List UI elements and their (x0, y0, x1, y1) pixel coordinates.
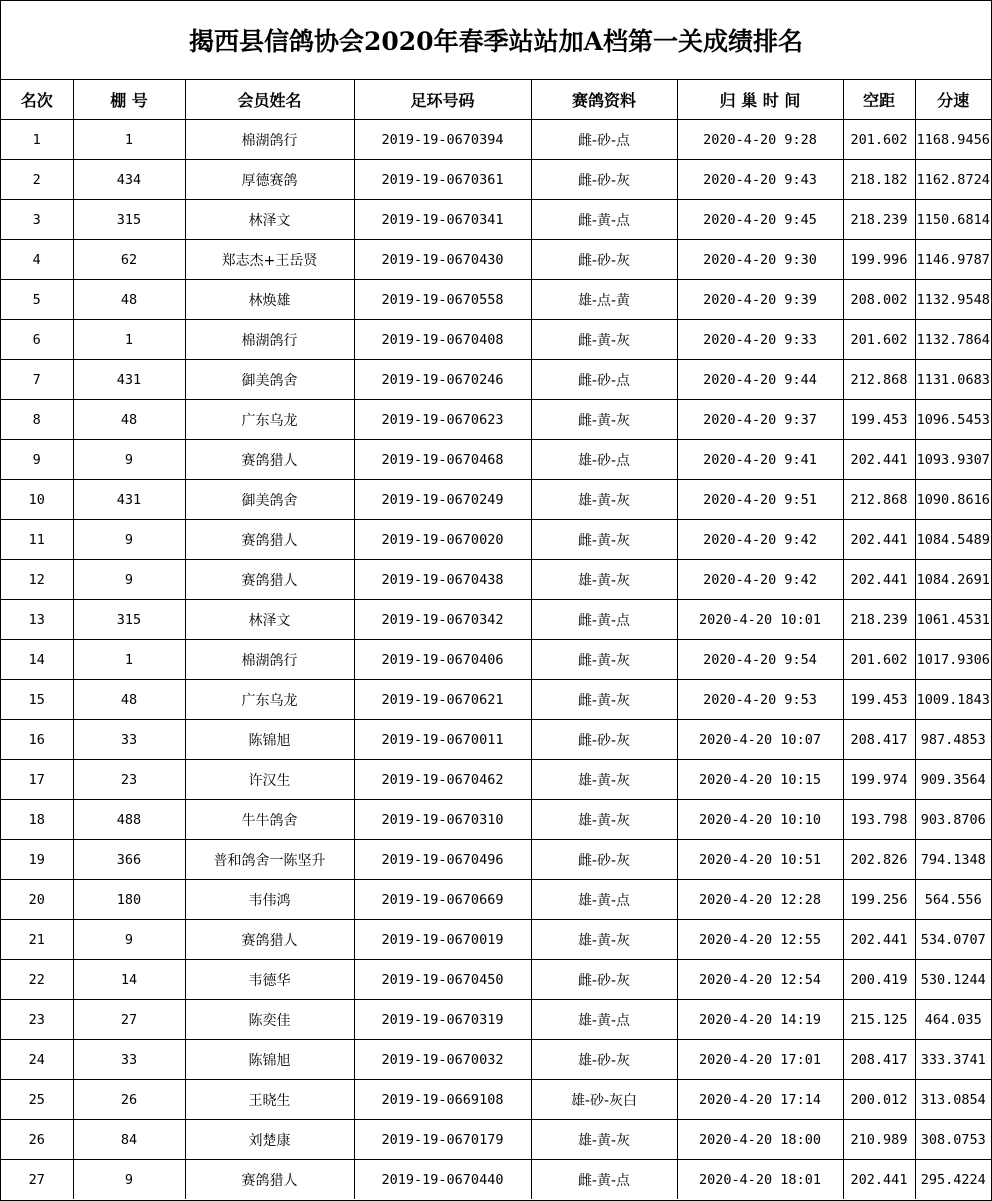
speed-cell: 909.3564 (915, 760, 991, 800)
member-name-cell: 棉湖鸽行 (185, 640, 354, 680)
return-time-cell: 2020-4-20 12:55 (677, 920, 843, 960)
distance-cell: 202.441 (843, 520, 915, 560)
distance-cell: 208.417 (843, 720, 915, 760)
ring-number-cell: 2019-19-0670246 (354, 360, 531, 400)
pigeon-info-cell: 雌-黄-灰 (531, 400, 677, 440)
return-time-cell: 2020-4-20 9:37 (677, 400, 843, 440)
rank-cell: 18 (1, 800, 73, 840)
loft-number-cell: 14 (73, 960, 185, 1000)
ring-number-cell: 2019-19-0670408 (354, 320, 531, 360)
return-time-cell: 2020-4-20 9:43 (677, 160, 843, 200)
member-name-cell: 牛牛鸽舍 (185, 800, 354, 840)
pigeon-info-cell: 雌-砂-灰 (531, 160, 677, 200)
return-time-cell: 2020-4-20 9:51 (677, 480, 843, 520)
table-row (1, 720, 991, 760)
loft-number-cell: 9 (73, 1160, 185, 1200)
speed-cell: 1150.6814 (915, 200, 991, 240)
member-name-cell: 赛鸽猎人 (185, 440, 354, 480)
loft-number-cell: 1 (73, 320, 185, 360)
return-time-cell: 2020-4-20 9:39 (677, 280, 843, 320)
pigeon-info-cell: 雌-黄-灰 (531, 320, 677, 360)
member-name-cell: 刘楚康 (185, 1120, 354, 1160)
distance-cell: 199.453 (843, 400, 915, 440)
pigeon-info-cell: 雄-黄-点 (531, 1000, 677, 1040)
loft-number-cell: 33 (73, 720, 185, 760)
col-header-ring-number: 足环号码 (354, 80, 531, 120)
table-row (1, 1120, 991, 1160)
table-row (1, 840, 991, 880)
pigeon-info-cell: 雄-黄-灰 (531, 480, 677, 520)
return-time-cell: 2020-4-20 10:07 (677, 720, 843, 760)
speed-cell: 1061.4531 (915, 600, 991, 640)
rank-cell: 11 (1, 520, 73, 560)
member-name-cell: 许汉生 (185, 760, 354, 800)
ring-number-cell: 2019-19-0670019 (354, 920, 531, 960)
member-name-cell: 陈奕佳 (185, 1000, 354, 1040)
ring-number-cell: 2019-19-0670468 (354, 440, 531, 480)
member-name-cell: 陈锦旭 (185, 720, 354, 760)
table-row (1, 680, 991, 720)
member-name-cell: 郑志杰+王岳贤 (185, 240, 354, 280)
table-row (1, 200, 991, 240)
return-time-cell: 2020-4-20 9:28 (677, 120, 843, 160)
distance-cell: 218.182 (843, 160, 915, 200)
speed-cell: 530.1244 (915, 960, 991, 1000)
speed-cell: 1009.1843 (915, 680, 991, 720)
pigeon-info-cell: 雄-黄-灰 (531, 920, 677, 960)
speed-cell: 1162.8724 (915, 160, 991, 200)
rank-cell: 3 (1, 200, 73, 240)
ring-number-cell: 2019-19-0670341 (354, 200, 531, 240)
speed-cell: 1084.2691 (915, 560, 991, 600)
return-time-cell: 2020-4-20 12:54 (677, 960, 843, 1000)
return-time-cell: 2020-4-20 10:51 (677, 840, 843, 880)
return-time-cell: 2020-4-20 18:01 (677, 1160, 843, 1200)
pigeon-info-cell: 雄-砂-灰白 (531, 1080, 677, 1120)
pigeon-info-cell: 雌-黄-点 (531, 200, 677, 240)
distance-cell: 199.453 (843, 680, 915, 720)
table-row (1, 560, 991, 600)
pigeon-info-cell: 雌-砂-点 (531, 360, 677, 400)
ring-number-cell: 2019-19-0670440 (354, 1160, 531, 1200)
member-name-cell: 御美鸽舍 (185, 360, 354, 400)
ring-number-cell: 2019-19-0670310 (354, 800, 531, 840)
table-row (1, 760, 991, 800)
return-time-cell: 2020-4-20 17:01 (677, 1040, 843, 1080)
distance-cell: 202.441 (843, 440, 915, 480)
ring-number-cell: 2019-19-0670179 (354, 1120, 531, 1160)
pigeon-info-cell: 雄-黄-点 (531, 880, 677, 920)
distance-cell: 218.239 (843, 600, 915, 640)
loft-number-cell: 48 (73, 280, 185, 320)
loft-number-cell: 26 (73, 1080, 185, 1120)
speed-cell: 1146.9787 (915, 240, 991, 280)
ring-number-cell: 2019-19-0670020 (354, 520, 531, 560)
results-table (1, 80, 991, 1199)
return-time-cell: 2020-4-20 12:28 (677, 880, 843, 920)
rank-cell: 24 (1, 1040, 73, 1080)
speed-cell: 1017.9306 (915, 640, 991, 680)
table-row (1, 160, 991, 200)
table-row (1, 400, 991, 440)
loft-number-cell: 366 (73, 840, 185, 880)
col-header-rank: 名次 (1, 80, 73, 120)
return-time-cell: 2020-4-20 18:00 (677, 1120, 843, 1160)
speed-cell: 903.8706 (915, 800, 991, 840)
distance-cell: 202.441 (843, 560, 915, 600)
rank-cell: 17 (1, 760, 73, 800)
member-name-cell: 韦伟鸿 (185, 880, 354, 920)
loft-number-cell: 488 (73, 800, 185, 840)
distance-cell: 199.996 (843, 240, 915, 280)
loft-number-cell: 434 (73, 160, 185, 200)
rank-cell: 10 (1, 480, 73, 520)
loft-number-cell: 23 (73, 760, 185, 800)
pigeon-info-cell: 雄-砂-点 (531, 440, 677, 480)
col-header-loft-number: 棚 号 (73, 80, 185, 120)
pigeon-info-cell: 雌-黄-点 (531, 1160, 677, 1200)
table-row (1, 320, 991, 360)
ring-number-cell: 2019-19-0670394 (354, 120, 531, 160)
pigeon-info-cell: 雌-砂-灰 (531, 840, 677, 880)
member-name-cell: 王晓生 (185, 1080, 354, 1120)
distance-cell: 201.602 (843, 120, 915, 160)
return-time-cell: 2020-4-20 9:30 (677, 240, 843, 280)
return-time-cell: 2020-4-20 14:19 (677, 1000, 843, 1040)
speed-cell: 564.556 (915, 880, 991, 920)
results-body (1, 120, 991, 1200)
table-row (1, 480, 991, 520)
distance-cell: 202.441 (843, 1160, 915, 1200)
rank-cell: 12 (1, 560, 73, 600)
distance-cell: 201.602 (843, 640, 915, 680)
distance-cell: 210.989 (843, 1120, 915, 1160)
distance-cell: 199.256 (843, 880, 915, 920)
rank-cell: 21 (1, 920, 73, 960)
member-name-cell: 赛鸽猎人 (185, 560, 354, 600)
pigeon-info-cell: 雌-砂-灰 (531, 720, 677, 760)
speed-cell: 1093.9307 (915, 440, 991, 480)
speed-cell: 308.0753 (915, 1120, 991, 1160)
table-row (1, 1160, 991, 1200)
loft-number-cell: 9 (73, 920, 185, 960)
page-title: 揭西县信鸽协会2020年春季站站加A档第一关成绩排名 (1, 0, 991, 80)
return-time-cell: 2020-4-20 9:44 (677, 360, 843, 400)
table-row (1, 120, 991, 160)
rank-cell: 8 (1, 400, 73, 440)
return-time-cell: 2020-4-20 9:53 (677, 680, 843, 720)
member-name-cell: 韦德华 (185, 960, 354, 1000)
rank-cell: 9 (1, 440, 73, 480)
rank-cell: 27 (1, 1160, 73, 1200)
speed-cell: 1096.5453 (915, 400, 991, 440)
member-name-cell: 林泽文 (185, 600, 354, 640)
rank-cell: 23 (1, 1000, 73, 1040)
table-row (1, 360, 991, 400)
rank-cell: 16 (1, 720, 73, 760)
table-row (1, 640, 991, 680)
loft-number-cell: 431 (73, 480, 185, 520)
loft-number-cell: 180 (73, 880, 185, 920)
distance-cell: 202.826 (843, 840, 915, 880)
ring-number-cell: 2019-19-0670558 (354, 280, 531, 320)
rank-cell: 20 (1, 880, 73, 920)
ring-number-cell: 2019-19-0670450 (354, 960, 531, 1000)
pigeon-info-cell: 雌-砂-点 (531, 120, 677, 160)
table-row (1, 920, 991, 960)
ring-number-cell: 2019-19-0670249 (354, 480, 531, 520)
distance-cell: 202.441 (843, 920, 915, 960)
speed-cell: 1131.0683 (915, 360, 991, 400)
rank-cell: 22 (1, 960, 73, 1000)
rank-cell: 25 (1, 1080, 73, 1120)
table-row (1, 960, 991, 1000)
distance-cell: 200.012 (843, 1080, 915, 1120)
ring-number-cell: 2019-19-0670032 (354, 1040, 531, 1080)
rank-cell: 19 (1, 840, 73, 880)
loft-number-cell: 9 (73, 520, 185, 560)
loft-number-cell: 84 (73, 1120, 185, 1160)
rank-cell: 2 (1, 160, 73, 200)
speed-cell: 313.0854 (915, 1080, 991, 1120)
loft-number-cell: 27 (73, 1000, 185, 1040)
pigeon-info-cell: 雄-砂-灰 (531, 1040, 677, 1080)
header-row (1, 80, 991, 120)
return-time-cell: 2020-4-20 10:15 (677, 760, 843, 800)
pigeon-info-cell: 雌-黄-灰 (531, 640, 677, 680)
ring-number-cell: 2019-19-0670438 (354, 560, 531, 600)
col-header-return-time: 归 巢 时 间 (677, 80, 843, 120)
table-row (1, 880, 991, 920)
rank-cell: 1 (1, 120, 73, 160)
pigeon-info-cell: 雄-点-黄 (531, 280, 677, 320)
speed-cell: 295.4224 (915, 1160, 991, 1200)
ring-number-cell: 2019-19-0670319 (354, 1000, 531, 1040)
return-time-cell: 2020-4-20 17:14 (677, 1080, 843, 1120)
pigeon-info-cell: 雄-黄-灰 (531, 800, 677, 840)
ring-number-cell: 2019-19-0670361 (354, 160, 531, 200)
pigeon-info-cell: 雌-黄-点 (531, 600, 677, 640)
col-header-member-name: 会员姓名 (185, 80, 354, 120)
ring-number-cell: 2019-19-0670462 (354, 760, 531, 800)
pigeon-info-cell: 雄-黄-灰 (531, 560, 677, 600)
return-time-cell: 2020-4-20 9:33 (677, 320, 843, 360)
return-time-cell: 2020-4-20 9:42 (677, 520, 843, 560)
member-name-cell: 厚德赛鸽 (185, 160, 354, 200)
distance-cell: 208.002 (843, 280, 915, 320)
table-row (1, 520, 991, 560)
return-time-cell: 2020-4-20 10:10 (677, 800, 843, 840)
col-header-distance: 空距 (843, 80, 915, 120)
member-name-cell: 陈锦旭 (185, 1040, 354, 1080)
speed-cell: 1132.7864 (915, 320, 991, 360)
ring-number-cell: 2019-19-0670496 (354, 840, 531, 880)
loft-number-cell: 9 (73, 440, 185, 480)
table-row (1, 1080, 991, 1120)
ring-number-cell: 2019-19-0669108 (354, 1080, 531, 1120)
table-row (1, 600, 991, 640)
rank-cell: 7 (1, 360, 73, 400)
distance-cell: 201.602 (843, 320, 915, 360)
loft-number-cell: 33 (73, 1040, 185, 1080)
rank-cell: 15 (1, 680, 73, 720)
loft-number-cell: 48 (73, 680, 185, 720)
ring-number-cell: 2019-19-0670430 (354, 240, 531, 280)
speed-cell: 1084.5489 (915, 520, 991, 560)
distance-cell: 208.417 (843, 1040, 915, 1080)
ring-number-cell: 2019-19-0670342 (354, 600, 531, 640)
ring-number-cell: 2019-19-0670406 (354, 640, 531, 680)
ring-number-cell: 2019-19-0670011 (354, 720, 531, 760)
rank-cell: 5 (1, 280, 73, 320)
distance-cell: 199.974 (843, 760, 915, 800)
rank-cell: 4 (1, 240, 73, 280)
table-row (1, 280, 991, 320)
return-time-cell: 2020-4-20 9:45 (677, 200, 843, 240)
loft-number-cell: 9 (73, 560, 185, 600)
loft-number-cell: 315 (73, 600, 185, 640)
member-name-cell: 普和鸽舍一陈坚升 (185, 840, 354, 880)
distance-cell: 193.798 (843, 800, 915, 840)
loft-number-cell: 1 (73, 120, 185, 160)
rank-cell: 14 (1, 640, 73, 680)
speed-cell: 987.4853 (915, 720, 991, 760)
speed-cell: 333.3741 (915, 1040, 991, 1080)
rank-cell: 13 (1, 600, 73, 640)
distance-cell: 212.868 (843, 360, 915, 400)
distance-cell: 218.239 (843, 200, 915, 240)
table-row (1, 800, 991, 840)
speed-cell: 1132.9548 (915, 280, 991, 320)
return-time-cell: 2020-4-20 9:54 (677, 640, 843, 680)
loft-number-cell: 48 (73, 400, 185, 440)
loft-number-cell: 431 (73, 360, 185, 400)
loft-number-cell: 1 (73, 640, 185, 680)
pigeon-info-cell: 雌-砂-灰 (531, 960, 677, 1000)
member-name-cell: 广东乌龙 (185, 680, 354, 720)
speed-cell: 534.0707 (915, 920, 991, 960)
loft-number-cell: 315 (73, 200, 185, 240)
speed-cell: 1168.9456 (915, 120, 991, 160)
distance-cell: 215.125 (843, 1000, 915, 1040)
pigeon-info-cell: 雄-黄-灰 (531, 1120, 677, 1160)
member-name-cell: 赛鸽猎人 (185, 520, 354, 560)
member-name-cell: 棉湖鸽行 (185, 120, 354, 160)
ring-number-cell: 2019-19-0670621 (354, 680, 531, 720)
speed-cell: 1090.8616 (915, 480, 991, 520)
pigeon-info-cell: 雌-砂-灰 (531, 240, 677, 280)
member-name-cell: 棉湖鸽行 (185, 320, 354, 360)
member-name-cell: 赛鸽猎人 (185, 920, 354, 960)
speed-cell: 794.1348 (915, 840, 991, 880)
rank-cell: 6 (1, 320, 73, 360)
pigeon-info-cell: 雄-黄-灰 (531, 760, 677, 800)
loft-number-cell: 62 (73, 240, 185, 280)
pigeon-info-cell: 雌-黄-灰 (531, 520, 677, 560)
col-header-pigeon-info: 赛鸽资料 (531, 80, 677, 120)
member-name-cell: 御美鸽舍 (185, 480, 354, 520)
member-name-cell: 赛鸽猎人 (185, 1160, 354, 1200)
col-header-speed: 分速 (915, 80, 991, 120)
table-row (1, 1000, 991, 1040)
return-time-cell: 2020-4-20 10:01 (677, 600, 843, 640)
pigeon-info-cell: 雌-黄-灰 (531, 680, 677, 720)
table-row (1, 440, 991, 480)
ring-number-cell: 2019-19-0670669 (354, 880, 531, 920)
ring-number-cell: 2019-19-0670623 (354, 400, 531, 440)
table-row (1, 240, 991, 280)
distance-cell: 212.868 (843, 480, 915, 520)
speed-cell: 464.035 (915, 1000, 991, 1040)
rank-cell: 26 (1, 1120, 73, 1160)
return-time-cell: 2020-4-20 9:41 (677, 440, 843, 480)
member-name-cell: 广东乌龙 (185, 400, 354, 440)
member-name-cell: 林焕雄 (185, 280, 354, 320)
member-name-cell: 林泽文 (185, 200, 354, 240)
return-time-cell: 2020-4-20 9:42 (677, 560, 843, 600)
distance-cell: 200.419 (843, 960, 915, 1000)
table-row (1, 1040, 991, 1080)
